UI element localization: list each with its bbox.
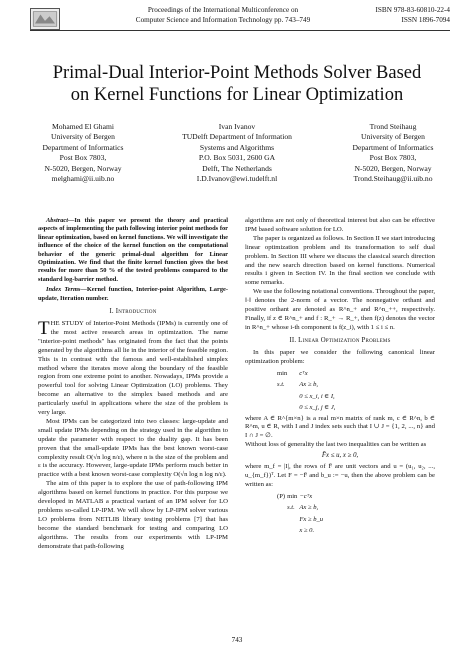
title-line-1: Primal-Dual Interior-Point Methods Solver Based [52, 63, 422, 83]
paragraph: The aim of this paper is to explore the use of path-following IPM algorithms based on kernel functions in practice. For this purpose we developed in MATLAB a practical variant of an IPM solver for LO problems so-called LP-IPM. We will show by LP-IPM solver various LO problems from NETLIB library testing problems [7] that has become the standard benchmark for testing and comparing LO algorithms. The results from our experiments with LP-IPM demonstrate that path-following [38, 480, 228, 550]
author-name: Mohamed El Ghami [51, 122, 114, 131]
intro-text: HE STUDY of Interior-Point Methods (IPMs) is currently one of the most active research areas in optimization. The name "interior-point methods" has originated from the fact that the points generated by the algorithms all lie in the interior of the feasible region. This is in contrast with the famous and well-established simplex method where the iterates move along the boundary of the feasible region from one extreme point to another. Nowadays, IPMs provide a powerful tool for solving Linear Optimization (LO) problems. They become an alternative to the simplex based methods and are particularly useful in applications where the size of the problem is very large. [38, 319, 228, 417]
index-terms-label: Index Terms [46, 286, 81, 294]
eq-objective: cᵀx [299, 369, 308, 377]
author-block-2 [162, 122, 312, 184]
paragraph: where A ∈ R^{m×n} is a real m×n matrix of rank m, c ∈ R^n, b ∈ R^m, u ∈ R, with I and J index sets such that I ∪ J = {1, 2, ..., n} and I ∩ J = ∅. [245, 414, 435, 440]
author-affiliation: Systems and Algorithms [199, 142, 275, 152]
paragraph: where m_f = |I|, the rows of F̄ are unit vectors and u = (u₁, u₂, ..., u_{m_f})ᵀ. Let F = −F̄ and b_u := −u, then the above problem can be written as: [245, 463, 435, 488]
author-block-3 [318, 122, 468, 184]
equation-bounds: F̄x ≤ u, x ≥ 0, [321, 452, 359, 460]
author-address: Post Box 7803, [59, 153, 107, 163]
isbn-info [355, 6, 450, 25]
equation-primal-problem [275, 490, 325, 538]
paper-title [20, 62, 454, 106]
eq-constraint: Ax ≥ b, [299, 504, 319, 512]
eq-constraint: 0 ≤ x_i, i ∈ I, [299, 392, 335, 400]
author-affiliation: University of Bergen [51, 132, 115, 142]
author-email[interactable]: melghami@ii.uib.no [51, 174, 115, 184]
author-name: Ivan Ivanov [218, 122, 256, 131]
author-email[interactable]: Trond.Steihaug@ii.uib.no [353, 174, 433, 184]
author-affiliation: Department of Informatics [352, 142, 434, 152]
issn: ISSN 1896-7094 [401, 15, 450, 24]
eq-st: s.t. [287, 504, 295, 512]
author-address: P.O. Box 5031, 2600 GA [198, 153, 276, 163]
paragraph: We use the following notational conventions. Throughout the paper, ‖·‖ denotes the 2-norm of a vector. The nonnegative orthant and positive orthant are denoted as R^n_+ and R^n_++, respectively. Finally, if z ∈ R^n_+ and f : R_+ → R_+, then f(z) denotes the vector in R^n_+ whose i-th component is f(z_i), with 1 ≤ i ≤ n. [245, 288, 435, 331]
index-terms [38, 286, 228, 303]
eq-min: min [277, 369, 288, 377]
equation-canonical-lp [275, 367, 347, 415]
right-column [245, 217, 435, 538]
author-address: Post Box 7803, [369, 153, 417, 163]
paragraph: Without loss of generality the last two inequalities can be written as [245, 441, 427, 449]
paragraph: In this paper we consider the following canonical linear optimization problem: [245, 348, 435, 365]
eq-objective: −cᵀx [299, 492, 313, 500]
paragraph: algorithms are not only of theoretical interest but also can be effective IPM based software solution for LO. [245, 217, 435, 233]
eq-constraint: Ax ≥ b, [299, 381, 319, 388]
abstract-text: —In this paper we present the theory and practical aspects of implementing the path following interior point methods for linear optimization, based on kernel functions. We will investigate the influence of the choice of the kernel function on the computational behavior of the generic primal-dual algorithm for Linear Optimization. We find that the finite kernel function gives the best results for more than 50 % of the tested problems compared to the standard log-barrier method. [38, 217, 228, 283]
proceedings-info [98, 6, 348, 25]
author-name: Trond Steihaug [369, 122, 417, 131]
index-terms-text: —Kernel function, Interior-point Algorithm, Large-update, Iteration number. [38, 286, 228, 302]
author-affiliation: Department of Informatics [42, 142, 124, 152]
publisher-logo [30, 8, 60, 30]
left-column [38, 217, 228, 552]
paragraph: The paper is organized as follows. In Section II we start introducing linear optimization problem and its transformation to self dual problem. In Section III where we discuss the classical search direction and the new search direction based on kernel functions. Numerical results i given in Section IV. In the final section we conclude with some remarks. [245, 234, 435, 287]
paragraph: Most IPMs can be categorized into two classes: large-update and small update IPMs depending on the strategy used in the algorithm to update the parameter with respect to the duality gap. It has been proven that the small-update IPMs has the best known worst-case complexity result O(√n log n/ε), where n is the size of the problem and ε is the accuracy. However, large-update IPMs perform much better in practice with a best known worst-case complexity O(√n log n log n/ε). [38, 417, 228, 479]
drop-cap: T [38, 317, 50, 339]
proceedings-line-2: Computer Science and Information Technology pp. 743–749 [135, 15, 311, 24]
page-number: 743 [231, 636, 243, 644]
title-line-2: on Kernel Functions for Linear Optimization [70, 85, 404, 105]
logo-graphic [31, 9, 59, 29]
header-rule [30, 30, 450, 31]
page-header [30, 6, 450, 40]
eq-label: (P) [277, 492, 286, 500]
eq-constraint: Fx ≥ b_u [299, 515, 324, 523]
eq-constraint: x ≥ 0. [299, 527, 315, 535]
author-block-1 [8, 122, 158, 184]
eq-st: s.t. [277, 381, 285, 388]
abstract [38, 217, 228, 284]
abstract-label: Abstract [46, 217, 69, 224]
author-email[interactable]: I.D.Ivanov@ewi.tudelft.nl [196, 174, 278, 184]
proceedings-line-1: Proceedings of the International Multiconference on [147, 6, 299, 14]
author-address: N-5020, Bergen, Norway [44, 163, 122, 173]
eq-min: min [287, 492, 298, 500]
isbn: ISBN 978-83-60810-22-4 [375, 6, 450, 14]
author-address: Delft, The Netherlands [202, 163, 272, 173]
author-affiliation: TUDelft Department of Information [182, 132, 292, 142]
section-heading-linear-optimization: II. Linear Optimization Problems [289, 336, 391, 344]
eq-constraint: 0 ≤ x_j, j ∈ J, [299, 404, 336, 411]
intro-paragraph [38, 317, 228, 418]
author-affiliation: University of Bergen [361, 132, 425, 142]
author-address: N-5020, Bergen, Norway [354, 163, 432, 173]
section-heading-introduction: I. Introduction [109, 308, 157, 316]
